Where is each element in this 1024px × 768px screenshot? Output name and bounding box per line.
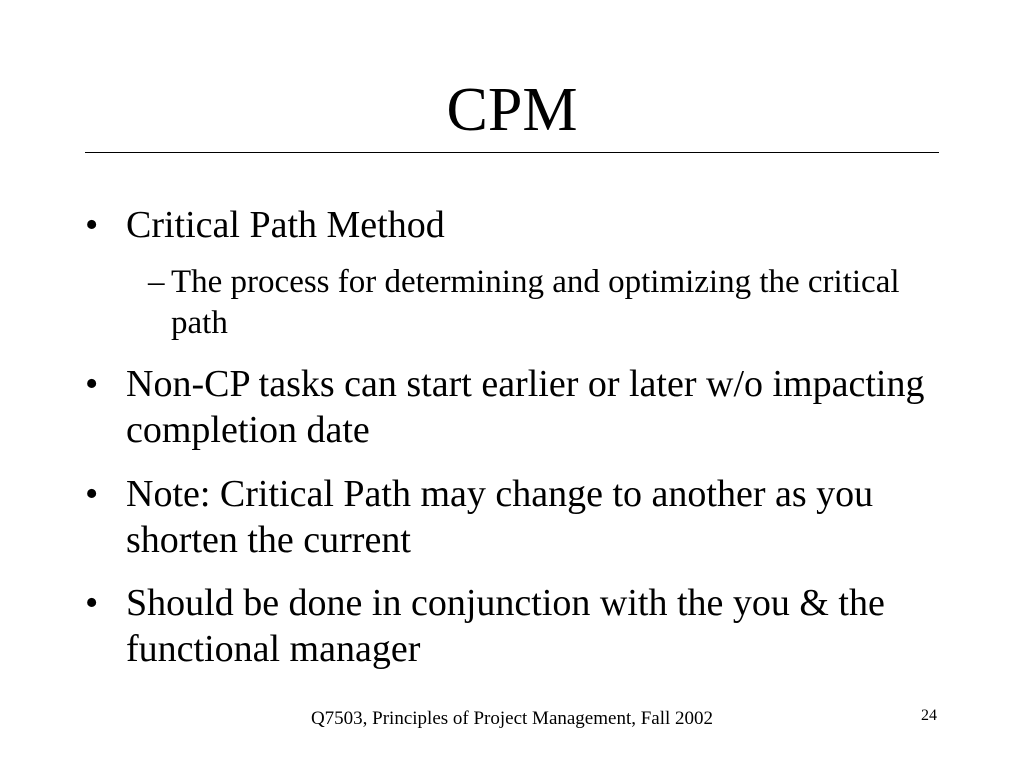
bullet-marker: • [85, 363, 99, 405]
bullet-text: Should be done in conjunction with the you & the functional manager [126, 582, 885, 670]
sub-bullet-marker: – [148, 264, 165, 300]
bullet-marker: • [85, 204, 99, 246]
bullet-item [85, 361, 935, 453]
bullet-text: Critical Path Method [126, 204, 445, 246]
slide-title: CPM [446, 76, 578, 144]
footer-course-info: Q7503, Principles of Project Management, Fall 2002 [310, 708, 714, 729]
title-divider [85, 152, 939, 153]
bullet-text: Note: Critical Path may change to another as you shorten the current [126, 473, 874, 561]
bullet-item [85, 202, 935, 248]
bullet-item [85, 471, 935, 563]
bullet-marker: • [85, 473, 99, 515]
sub-bullet-text: The process for determining and optimizing the critical path [171, 264, 900, 341]
bullet-marker: • [85, 582, 99, 624]
bullet-text: Non-CP tasks can start earlier or later w/o impacting completion date [126, 363, 925, 451]
sub-bullet-item [148, 262, 938, 344]
page-number: 24 [921, 707, 937, 724]
bullet-item [85, 580, 935, 672]
